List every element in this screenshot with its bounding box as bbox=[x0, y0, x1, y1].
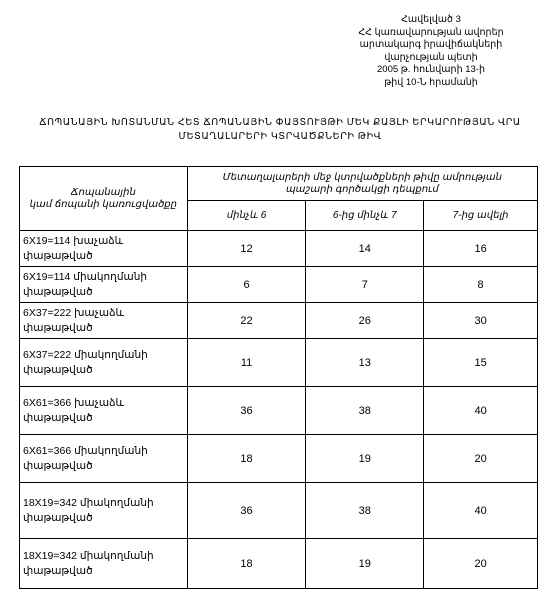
header-group-line1: Մետաղալարերի մեջ կտրվածքների թիվը ամրության bbox=[222, 171, 502, 183]
value-cell: 40 bbox=[424, 387, 538, 435]
value-cell: 40 bbox=[424, 483, 538, 539]
value-cell: 26 bbox=[306, 303, 424, 339]
rope-type-line2: փաթաթված bbox=[23, 249, 93, 262]
value-cell: 8 bbox=[424, 267, 538, 303]
rope-type-line2: փաթաթված bbox=[23, 321, 93, 334]
rope-type-cell bbox=[20, 435, 188, 483]
rope-type-line2: փաթաթված bbox=[23, 564, 93, 577]
rope-type-line1: 6X37=222 խաչաձև bbox=[23, 306, 124, 319]
rope-type-line1: 6X61=366 խաչաձև bbox=[23, 396, 124, 409]
table-row bbox=[20, 387, 538, 435]
value-cell: 19 bbox=[306, 539, 424, 589]
rope-type-line2: փաթաթված bbox=[23, 459, 93, 472]
table-row bbox=[20, 435, 538, 483]
approval-line: Հավելված 3 bbox=[401, 14, 461, 25]
table-row bbox=[20, 303, 538, 339]
table-row bbox=[20, 267, 538, 303]
value-cell: 13 bbox=[306, 339, 424, 387]
value-cell: 7 bbox=[306, 267, 424, 303]
value-cell: 22 bbox=[187, 303, 306, 339]
value-cell: 20 bbox=[424, 539, 538, 589]
value-cell: 36 bbox=[187, 483, 306, 539]
header-group-line2: պաշարի գործակցի դեպքում bbox=[285, 183, 439, 195]
value-cell: 36 bbox=[187, 387, 306, 435]
rope-type-line1: 6X19=114 խաչաձև bbox=[23, 234, 124, 247]
table-row bbox=[20, 483, 538, 539]
value-cell: 15 bbox=[424, 339, 538, 387]
approval-line: ՀՀ կառավարության ավորեր bbox=[358, 26, 504, 38]
value-cell: 16 bbox=[424, 231, 538, 267]
rope-type-line2: փաթաթված bbox=[23, 363, 93, 376]
approval-block bbox=[316, 14, 546, 90]
value-cell: 12 bbox=[187, 231, 306, 267]
rope-type-line2: փաթաթված bbox=[23, 411, 93, 424]
header-cut-count-group bbox=[187, 167, 537, 201]
value-cell: 30 bbox=[424, 303, 538, 339]
title-line-1: ՃՈՊԱՆԱՅԻՆ ԽՈՏԱՆՄԱՆ ՀԵՏ ՃՈՊԱՆԱՅԻՆ ՓԱՅՏՈՒՅԹԻ ՄԵԿ ՔԱՅԼԻ ԵՐԿԱՐՈՒԹՅԱՆ ՎՐԱ bbox=[39, 117, 521, 128]
header-rope-structure bbox=[20, 167, 188, 231]
header-rope-structure-line2: կամ ճոպանի կառուցվածքը bbox=[29, 198, 177, 210]
value-cell: 18 bbox=[187, 539, 306, 589]
rope-type-line1: 6X19=114 միակողմանի bbox=[23, 270, 148, 283]
rope-cuts-table bbox=[19, 166, 538, 589]
table-row bbox=[20, 339, 538, 387]
rope-type-line1: 6X61=366 միակողմանի bbox=[23, 444, 148, 457]
rope-type-cell bbox=[20, 303, 188, 339]
approval-line: արտակարգ իրավիճակների bbox=[359, 39, 503, 51]
approval-line: վարչության պետի bbox=[384, 51, 478, 63]
rope-type-line1: 18X19=342 միակողմանի bbox=[23, 549, 154, 562]
rope-type-cell bbox=[20, 387, 188, 435]
rope-type-line2: փաթաթված bbox=[23, 285, 93, 298]
header-6-to-7: 6-ից մինչև 7 bbox=[306, 201, 424, 231]
value-cell: 14 bbox=[306, 231, 424, 267]
document-title bbox=[18, 116, 542, 144]
rope-type-line1: 18X19=342 միակողմանի bbox=[23, 496, 154, 509]
value-cell: 38 bbox=[306, 387, 424, 435]
rope-type-line1: 6X37=222 միակողմանի bbox=[23, 348, 148, 361]
value-cell: 19 bbox=[306, 435, 424, 483]
table-row bbox=[20, 539, 538, 589]
header-up-to-6: մինչև 6 bbox=[187, 201, 306, 231]
rope-type-cell bbox=[20, 231, 188, 267]
approval-line: թիվ 10-Ն հրամանի bbox=[384, 76, 478, 88]
header-over-7: 7-ից ավելի bbox=[424, 201, 538, 231]
rope-type-line2: փաթաթված bbox=[23, 511, 93, 524]
value-cell: 18 bbox=[187, 435, 306, 483]
value-cell: 20 bbox=[424, 435, 538, 483]
title-line-2: ՄԵՏԱՂԱԼԱՐԵՐԻ ԿՏՐՎԱԾՔՆԵՐԻ ԹԻՎ bbox=[178, 131, 382, 142]
rope-type-cell bbox=[20, 483, 188, 539]
value-cell: 38 bbox=[306, 483, 424, 539]
header-rope-structure-line1: Ճոպանային bbox=[70, 186, 136, 198]
rope-type-cell bbox=[20, 339, 188, 387]
value-cell: 11 bbox=[187, 339, 306, 387]
rope-type-cell bbox=[20, 267, 188, 303]
rope-type-cell bbox=[20, 539, 188, 589]
approval-line: 2005 թ. հունվարի 13-ի bbox=[377, 64, 485, 76]
table-row bbox=[20, 231, 538, 267]
value-cell: 6 bbox=[187, 267, 306, 303]
